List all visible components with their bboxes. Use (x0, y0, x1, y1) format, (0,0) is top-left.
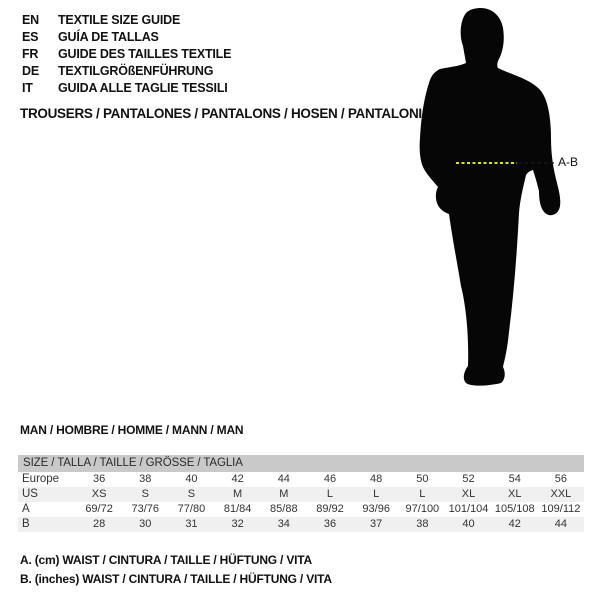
table-cell: L (326, 488, 334, 500)
table-cell: 40 (185, 473, 198, 485)
table-cell: 97/100 (405, 503, 440, 515)
table-cell: 40 (462, 518, 475, 530)
table-cell: S (187, 488, 196, 500)
measure-label-ab: A-B (558, 155, 579, 169)
measurement-notes (20, 551, 332, 589)
table-cell: 44 (277, 473, 290, 485)
table-cell: 48 (370, 473, 383, 485)
table-cell: 46 (323, 473, 337, 485)
size-table (18, 455, 584, 532)
language-row-de (22, 63, 231, 80)
table-cell: 38 (139, 473, 152, 485)
garment-category-title: TROUSERS / PANTALONES / PANTALONS / HOSEN / PANTALONI (20, 106, 422, 121)
language-list (22, 12, 231, 97)
table-cell: 42 (231, 473, 244, 485)
man-silhouette-figure (395, 0, 600, 432)
table-cell: 36 (323, 518, 337, 530)
language-code: DE (22, 64, 39, 78)
table-cell: L (419, 488, 426, 500)
table-cell: XL (507, 488, 522, 500)
row-label: A (22, 503, 30, 515)
section-title-man: MAN / HOMBRE / HOMME / MANN / MAN (20, 423, 244, 437)
table-row-a-cm (18, 502, 584, 517)
table-cell: 31 (185, 518, 198, 530)
table-cell: 56 (554, 473, 568, 485)
table-cell: M (279, 488, 289, 500)
row-label: Europe (22, 473, 60, 485)
table-cell: 32 (231, 518, 244, 530)
table-cell: 85/88 (270, 503, 298, 515)
table-cell: 52 (462, 473, 475, 485)
language-row-es (22, 29, 231, 46)
table-cell: 34 (277, 518, 290, 530)
table-cell: L (373, 488, 380, 500)
language-label: TEXTILE SIZE GUIDE (58, 13, 181, 27)
table-cell: 37 (370, 518, 383, 530)
table-cell: 105/108 (494, 503, 535, 515)
table-cell: 28 (92, 518, 106, 530)
language-label: GUIDA ALLE TAGLIE TESSILI (58, 81, 228, 95)
note-a-cm: A. (cm) WAIST / CINTURA / TAILLE / HÜFTUNG / VITA (20, 553, 312, 567)
language-row-fr (22, 46, 231, 63)
table-row-us (18, 487, 584, 502)
language-label: GUIDE DES TAILLES TEXTILE (58, 47, 232, 61)
table-cell: 77/80 (177, 503, 206, 515)
table-cell: 73/76 (131, 503, 160, 515)
table-cell: 54 (508, 473, 521, 485)
note-b-inches: B. (inches) WAIST / CINTURA / TAILLE / HÜFTUNG / VITA (20, 572, 332, 586)
table-cell: XS (91, 488, 107, 500)
language-code: EN (22, 13, 39, 27)
table-cell: S (141, 488, 149, 500)
language-label: TEXTILGRÖßENFÜHRUNG (58, 64, 214, 78)
table-cell: 36 (92, 473, 106, 485)
table-cell: 30 (139, 518, 152, 530)
man-silhouette (420, 8, 561, 386)
table-cell: 89/92 (316, 503, 344, 515)
table-cell: 50 (416, 473, 429, 485)
table-cell: 44 (554, 518, 568, 530)
table-cell: M (233, 488, 243, 500)
row-label: US (22, 488, 38, 500)
language-row-it (22, 80, 231, 97)
language-label: GUÍA DE TALLAS (58, 30, 159, 44)
language-code: IT (22, 81, 33, 95)
table-cell: XL (461, 488, 476, 500)
language-row-en (22, 12, 231, 29)
table-row-b-inches (18, 517, 584, 532)
table-cell: 109/112 (541, 503, 581, 515)
language-code: FR (22, 47, 39, 61)
table-cell: 69/72 (85, 503, 113, 515)
language-code: ES (22, 30, 39, 44)
size-table-header: SIZE / TALLA / TAILLE / GRÖSSE / TAGLIA (18, 455, 584, 472)
row-label: B (22, 518, 30, 530)
table-cell: 42 (508, 518, 521, 530)
table-cell: 81/84 (223, 503, 252, 515)
table-cell: 93/96 (362, 503, 390, 515)
table-cell: 101/104 (448, 503, 489, 515)
table-cell: 38 (416, 518, 429, 530)
table-row-europe (18, 472, 584, 487)
table-cell: XXL (550, 488, 572, 500)
